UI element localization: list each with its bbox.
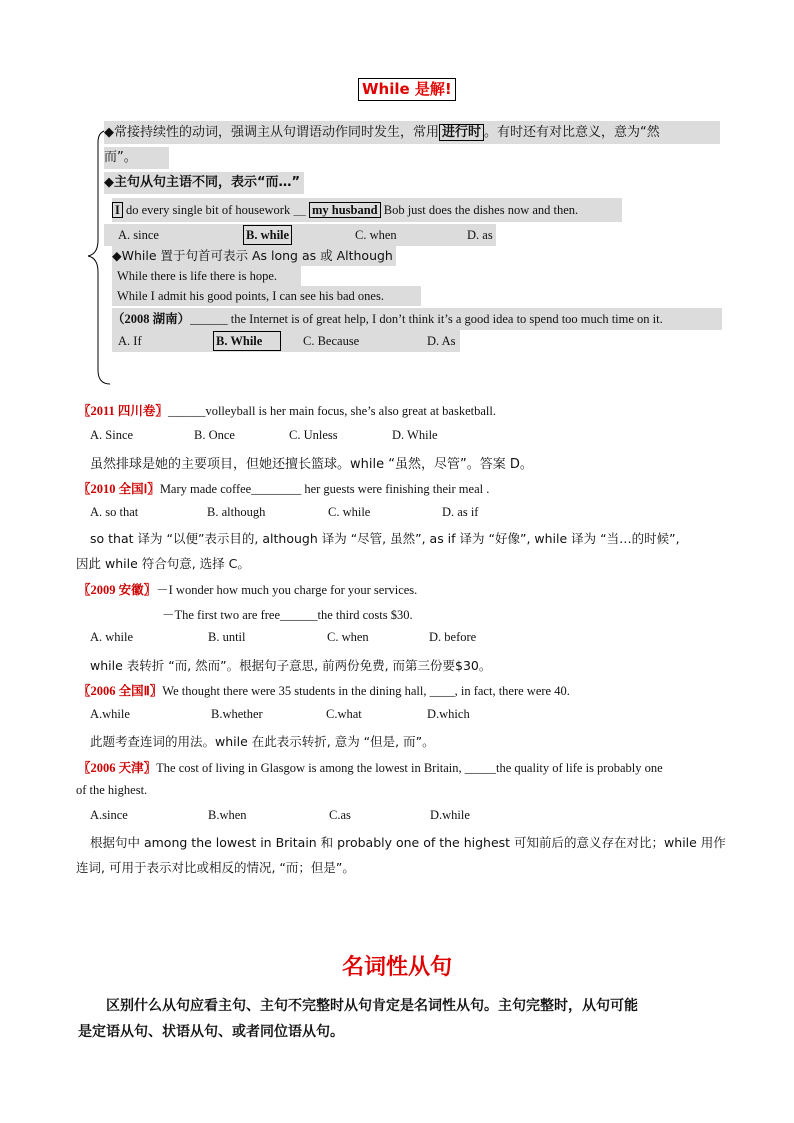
rule-line-2: ◆主句从句主语不同，表示“而…”: [104, 172, 304, 194]
highlight-progressive: 进行时: [439, 124, 484, 141]
section-heading: 名词性从句: [341, 955, 452, 980]
page-title: While 是解!: [358, 78, 456, 101]
example-1: While there is life there is hope.: [112, 266, 301, 286]
answer-box: B. While: [213, 331, 281, 351]
explanation-2010-cont: 因此 while 符合句意, 选择 C。: [76, 556, 250, 571]
question-2006-tianjin: 〖2006 天津〗The cost of living in Glasgow is among the lowest in Britain, _____the quality of life is probably one: [78, 761, 663, 775]
explanation-2006-tianjin-cont: 连词, 可用于表示对比或相反的情况, “而；但是”。: [76, 860, 355, 875]
options-2006-tianjin: A.since B.when C.as D.while: [90, 808, 470, 822]
explanation-2006-tianjin: 根据句中 among the lowest in Britain 和 probably one of the highest 可知前后的意义存在对比；while 用作: [90, 835, 726, 850]
intro-paragraph-line2: 是定语从句、状语从句、或者同位语从句。: [78, 1024, 344, 1040]
question-2009-line2: －The first two are free______the third costs $30.: [162, 608, 413, 622]
example-2: While I admit his good points, I can see his bad ones.: [112, 286, 421, 306]
intro-paragraph-line1: 区别什么从句应看主句、主句不完整时从句肯定是名词性从句。主句完整时，从句可能: [106, 998, 638, 1014]
highlight-subject: my husband: [309, 202, 381, 218]
question-2-options: A. If B. While C. Because D. As: [112, 330, 460, 352]
options-2006-national: A.while B.whether C.what D.which: [90, 707, 470, 721]
explanation-2011: 虽然排球是她的主要项目，但她还擅长篮球。while “虽然，尽管”。答案 D。: [90, 457, 533, 472]
answer-box: B. while: [243, 225, 292, 245]
question-2006-national: 〖2006 全国Ⅱ〗We thought there were 35 students in the dining hall, ____, in fact, there were 40.: [78, 684, 570, 698]
question-2006-tianjin-line2: of the highest.: [76, 783, 148, 797]
question-2011: 〖2011 四川卷〗______volleyball is her main focus, she’s also great at basketball.: [78, 404, 496, 418]
explanation-2006-national: 此题考查连词的用法。while 在此表示转折, 意为 “但是, 而”。: [90, 734, 435, 749]
question-1: I do every single bit of housework ＿ my husband Bob just does the dishes now and then.: [112, 198, 622, 222]
rule-line-1: ◆常接持续性的动词，强调主从句谓语动作同时发生，常用 进行时 。有时还有对比意义，意为“然: [104, 121, 720, 144]
question-1-options: A. since B. while C. when D. as: [104, 224, 496, 246]
rule-line-3: ◆While 置于句首可表示 As long as 或 Although: [112, 246, 396, 266]
options-2010: A. so that B. although C. while D. as if: [90, 505, 479, 519]
question-2009: 〖2009 安徽〗－I wonder how much you charge for your services.: [78, 583, 418, 597]
options-2011: A. Since B. Once C. Unless D. While: [90, 428, 438, 442]
question-2010: 〖2010 全国Ⅰ〗Mary made coffee________ her guests were finishing their meal .: [78, 482, 490, 496]
explanation-2010: so that 译为 “以便”表示目的, although 译为 “尽管, 虽然”, as if 译为 “好像”, while 译为 “当…的时候”,: [90, 531, 680, 546]
explanation-2009: while 表转折 “而, 然而”。根据句子意思, 前两份免费, 而第三份要$30。: [90, 658, 492, 673]
question-2: （2008 湖南）______ the Internet is of great help, I don’t think it’s a good idea to spend too much time on it.: [112, 308, 722, 330]
options-2009: A. while B. until C. when D. before: [90, 630, 477, 644]
rule-line-1-cont: 而”。: [104, 147, 169, 169]
